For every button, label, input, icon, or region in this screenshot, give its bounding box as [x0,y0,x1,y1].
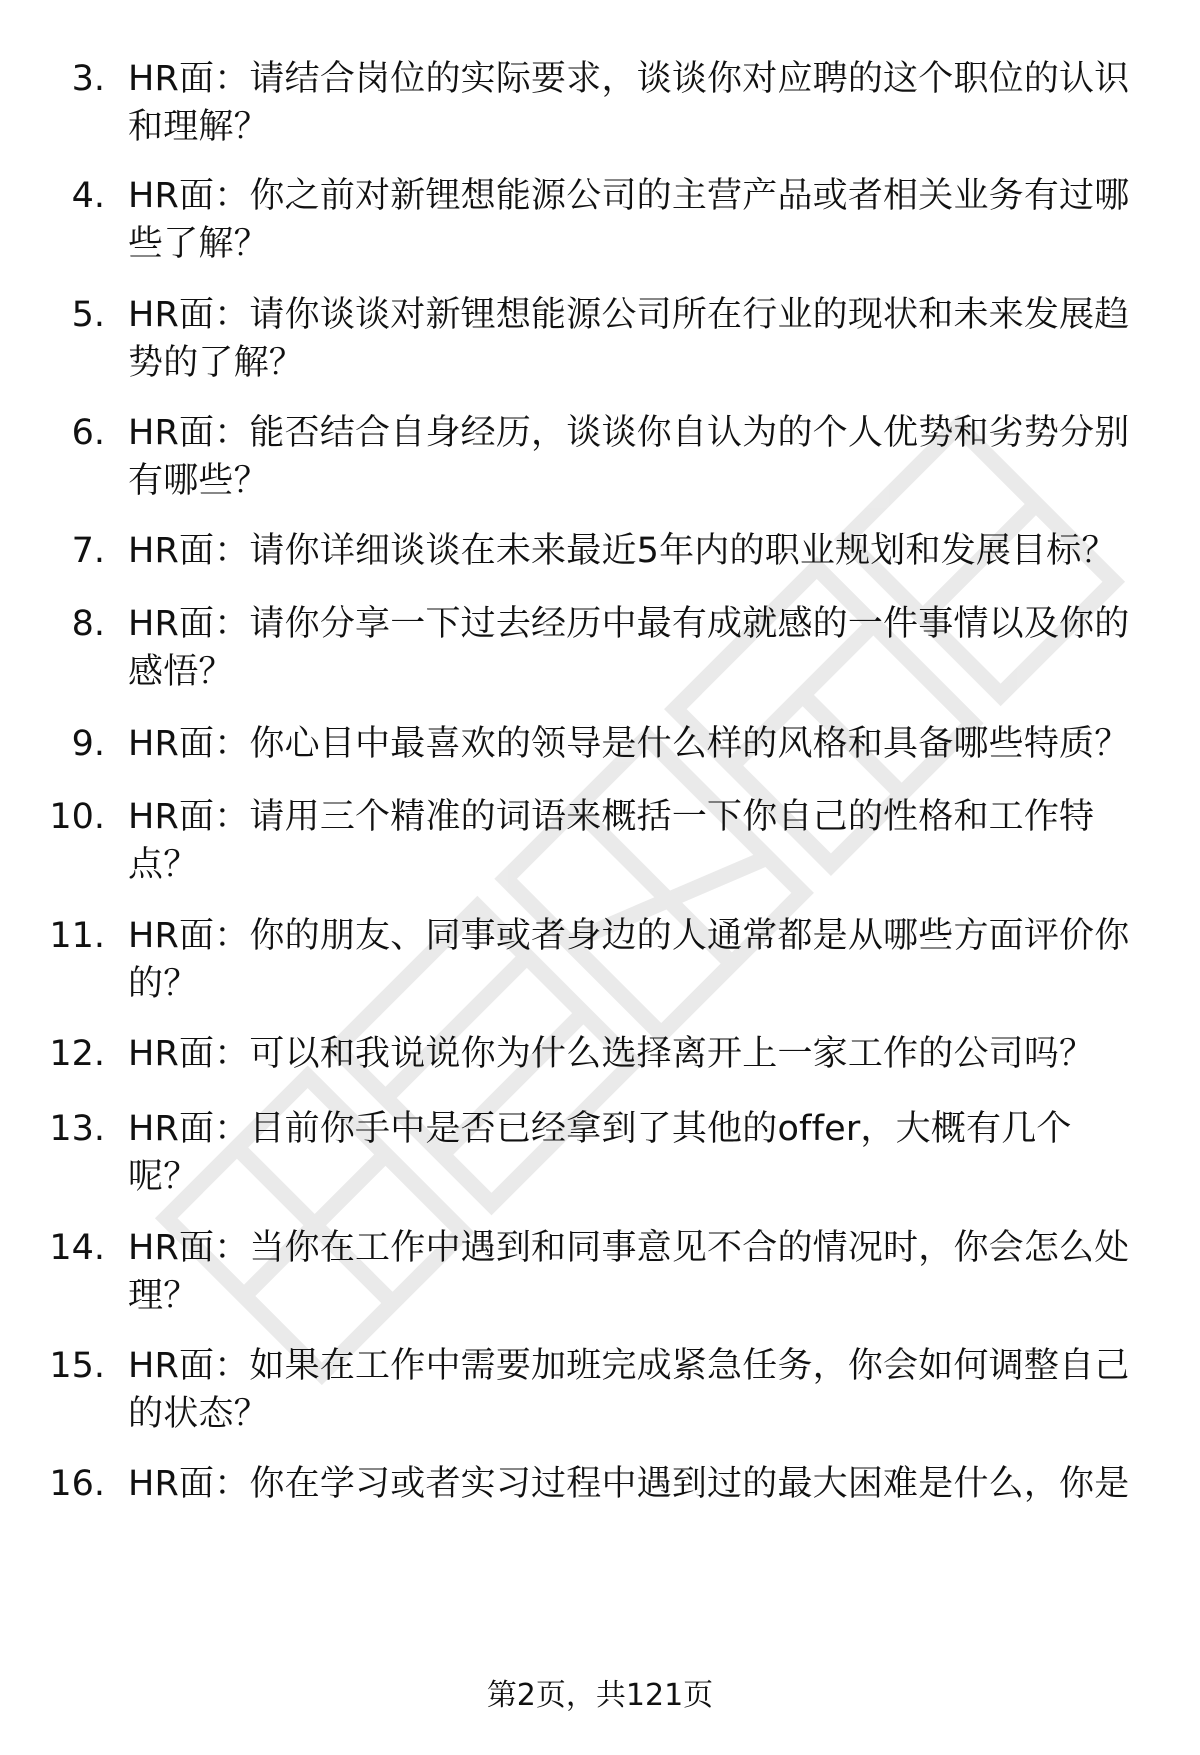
item-text-line: HR面：请结合岗位的实际要求，谈谈你对应聘的这个职位的认识 [128,59,1130,99]
item-text-line: HR面：请你详细谈谈在未来最近5年内的职业规划和发展目标？ [128,531,1117,571]
item-text [128,409,1158,505]
item-number: 12. [49,1034,105,1074]
item-text-line: 呢？ [128,1157,199,1197]
item-text-line: 理？ [128,1276,199,1316]
page-footer: 第2页，共121页 [486,1678,714,1713]
item-text-line: HR面：可以和我说说你为什么选择离开上一家工作的公司吗？ [128,1034,1095,1074]
item-number: 9. [71,724,105,764]
item-text [128,1105,1158,1201]
item-text [128,291,1158,387]
item-text [128,793,1158,889]
item-number: 3. [71,59,105,99]
item-text-line: HR面：你的朋友、同事或者身边的人通常都是从哪些方面评价你 [128,916,1130,956]
item-text-line: 的状态？ [128,1394,269,1434]
item-text [128,1030,1158,1078]
item-text-line: 有哪些？ [128,461,269,501]
item-text-line: HR面：你在学习或者实习过程中遇到过的最大困难是什么，你是 [128,1464,1130,1504]
item-number: 4. [71,176,105,216]
item-text [128,1224,1158,1320]
item-text-line: 感悟？ [128,652,234,692]
item-text-line: 些了解？ [128,224,269,264]
item-text-line: 势的了解？ [128,343,305,383]
item-text [128,600,1158,696]
item-number: 7. [71,531,105,571]
item-text-line: 的？ [128,964,199,1004]
item-text-line: HR面：请你分享一下过去经历中最有成就感的一件事情以及你的 [128,604,1130,644]
item-number: 15. [49,1346,105,1386]
item-text-line: HR面：请用三个精准的词语来概括一下你自己的性格和工作特 [128,797,1095,837]
item-number: 6. [71,413,105,453]
item-text-line: HR面：当你在工作中遇到和同事意见不合的情况时，你会怎么处 [128,1228,1130,1268]
item-text-line: HR面：你心目中最喜欢的领导是什么样的风格和具备哪些特质？ [128,724,1130,764]
item-text [128,1342,1158,1438]
item-text-line: HR面：请你谈谈对新锂想能源公司所在行业的现状和未来发展趋 [128,295,1130,335]
item-number: 16. [49,1464,105,1504]
item-text-line: HR面：你之前对新锂想能源公司的主营产品或者相关业务有过哪 [128,176,1130,216]
item-text [128,912,1158,1008]
item-number: 8. [71,604,105,644]
item-number: 10. [49,797,105,837]
item-number: 13. [49,1109,105,1149]
item-number: 11. [49,916,105,956]
item-text [128,527,1158,575]
item-number: 5. [71,295,105,335]
item-text-line: HR面：能否结合自身经历，谈谈你自认为的个人优势和劣势分别 [128,413,1130,453]
item-text-line: HR面：目前你手中是否已经拿到了其他的offer，大概有几个 [128,1109,1072,1149]
item-text [128,55,1158,151]
item-text [128,1460,1158,1508]
item-text [128,172,1158,268]
item-text [128,720,1158,768]
item-text-line: 和理解？ [128,107,269,147]
item-text-line: 点？ [128,845,199,885]
item-text-line: HR面：如果在工作中需要加班完成紧急任务，你会如何调整自己 [128,1346,1130,1386]
item-number: 14. [49,1228,105,1268]
